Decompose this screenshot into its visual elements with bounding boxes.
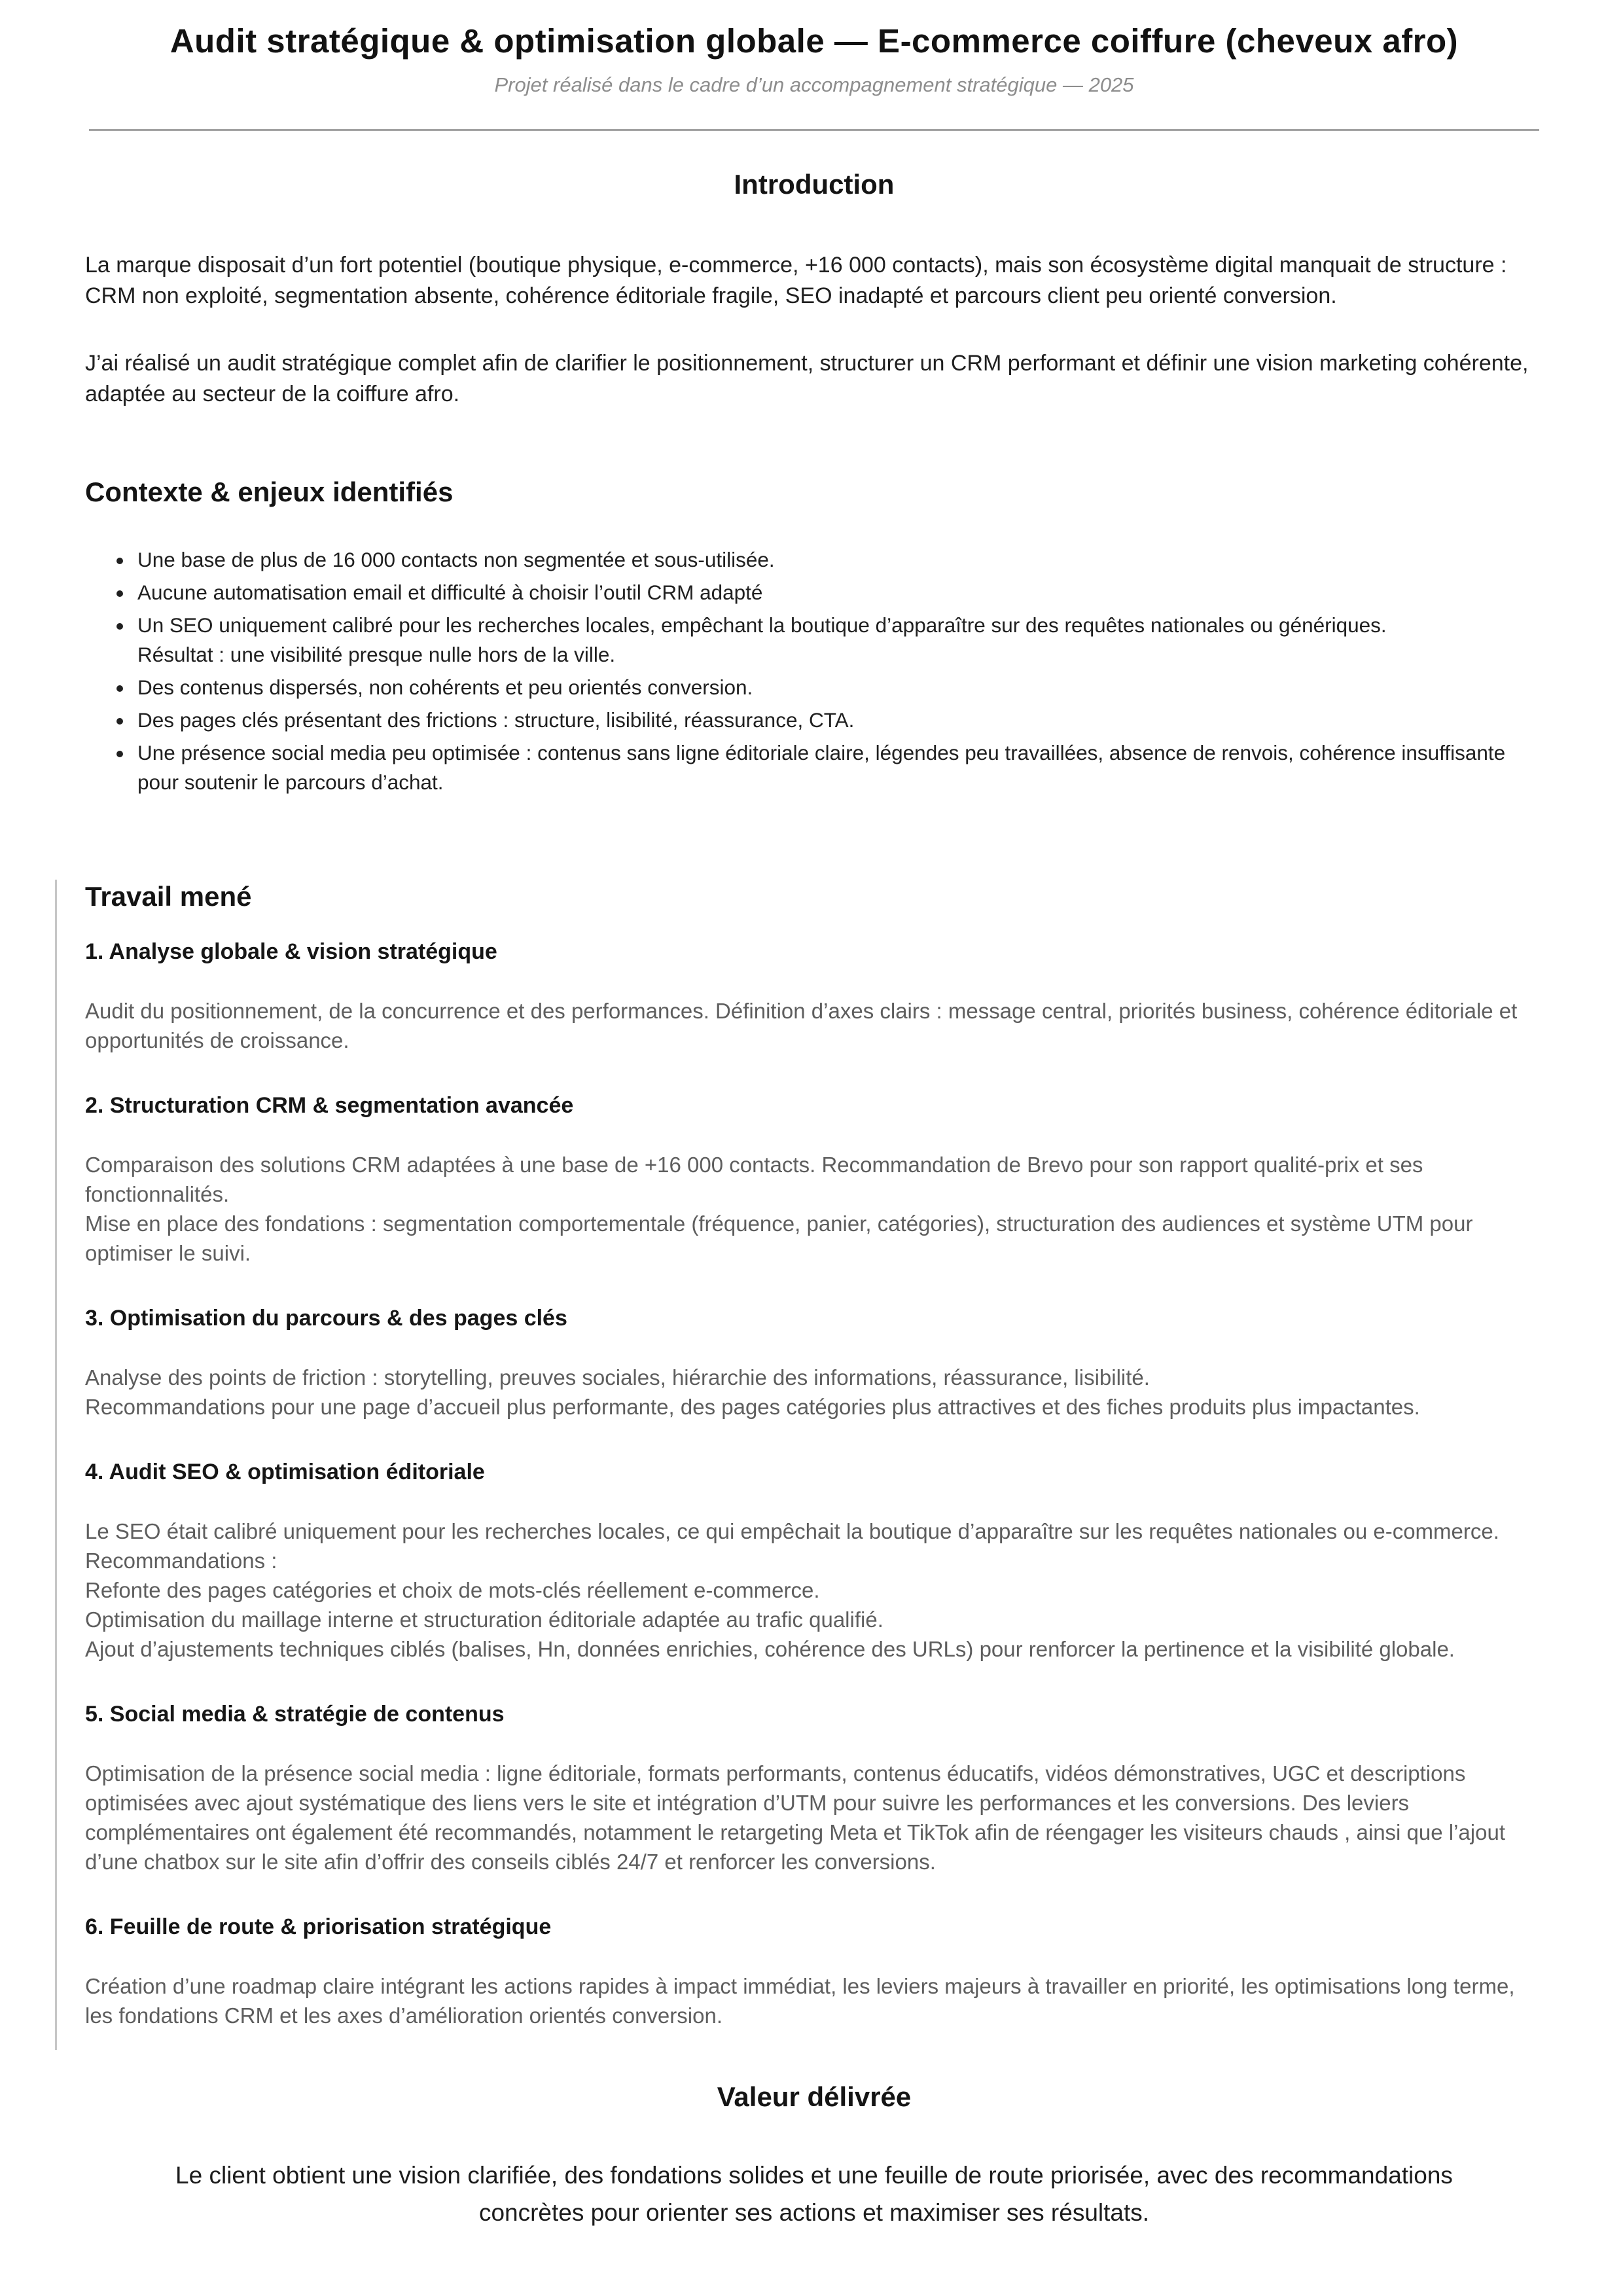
bullet-item-5	[134, 706, 1543, 735]
work-body-line: Audit du positionnement, de la concurrence et des performances. Définition d’axes clairs : message central, priorités business, cohérence éditoriale et opportunités de croissance.	[85, 999, 1518, 1053]
work-body-line: Le SEO était calibré uniquement pour les recherches locales, ce qui empêchait la boutique d’apparaître sur les requêtes nationales ou e-commerce.	[85, 1519, 1499, 1544]
context-bullet-list	[85, 545, 1543, 797]
work-body-line: Optimisation du maillage interne et structuration éditoriale adaptée au trafic qualifié.	[85, 1607, 883, 1632]
bullet-line: • Aucune automatisation email et difficulté à choisir l’outil CRM adapté	[137, 580, 763, 604]
bullet-item-4	[134, 673, 1543, 702]
bullet-item-1	[134, 545, 1543, 575]
work-item-body-6	[85, 1971, 1543, 2030]
work-item-title-3: 3. Optimisation du parcours & des pages clés	[85, 1306, 567, 1331]
work-item-body-3	[85, 1363, 1543, 1422]
bullet-item-3	[134, 611, 1543, 670]
work-item-6	[85, 1912, 1543, 2030]
work-item-3	[85, 1304, 1543, 1422]
work-item-title-4: 4. Audit SEO & optimisation éditoriale	[85, 1460, 485, 1485]
intro-paragraph-1: La marque disposait d’un fort potentiel (boutique physique, e-commerce, +16 000 contacts), mais son écosystème digital manquait de structure : CRM non exploité, segmentation absente, cohérence éditoriale fragile, SEO inadapté et parcours client peu orienté conversion.	[85, 253, 1507, 309]
work-item-4	[85, 1458, 1543, 1664]
work-item-title-5: 5. Social media & stratégie de contenus	[85, 1702, 505, 1727]
intro-paragraph-2: J’ai réalisé un audit stratégique complet afin de clarifier le positionnement, structurer un CRM performant et définir une vision marketing cohérente, adaptée au secteur de la coiffure afro.	[85, 351, 1529, 407]
section-heading-context: Contexte & enjeux identifiés	[85, 476, 454, 508]
work-item-title-2: 2. Structuration CRM & segmentation avancée	[85, 1093, 574, 1119]
value-paragraph: Le client obtient une vision clarifiée, des fondations solides et une feuille de route priorisée, avec des recommandations concrètes pour orienter ses actions et maximiser ses résultats.	[175, 2161, 1453, 2226]
introduction-section	[85, 168, 1543, 410]
work-body-line: Optimisation de la présence social media : ligne éditoriale, formats performants, contenus éducatifs, vidéos démonstratives, UGC et descriptions optimisées avec ajout systématique des liens vers le site et intégration d’UTM pour suivre les performances et les conversions. Des leviers complémentaires ont également été recommandés, notamment le retargeting Meta et TikTok afin de réengager les visiteurs chauds , ainsi que l’ajout d’une chatbox sur le site afin d’offrir des conseils ciblés 24/7 et renforcer les conversions.	[85, 1761, 1505, 1874]
work-body-line: Comparaison des solutions CRM adaptées à une base de +16 000 contacts. Recommandation de Brevo pour son rapport qualité-prix et ses fonctionnalités.	[85, 1153, 1423, 1207]
work-item-body-5	[85, 1759, 1543, 1876]
bullet-line: • Une présence social media peu optimisée : contenus sans ligne éditoriale claire, légendes peu travaillées, absence de renvois, cohérence insuffisante pour soutenir le parcours d’achat.	[137, 740, 1506, 794]
work-body-line: Mise en place des fondations : segmentation comportementale (fréquence, panier, catégories), structuration des audiences et système UTM pour optimiser le suivi.	[85, 1211, 1473, 1266]
header-divider	[89, 129, 1539, 131]
work-body-line: Ajout d’ajustements techniques ciblés (balises, Hn, données enrichies, cohérence des URLs) pour renforcer la pertinence et la visibilité globale.	[85, 1637, 1455, 1662]
bullet-line: • Des pages clés présentant des frictions : structure, lisibilité, réassurance, CTA.	[137, 708, 855, 732]
bullet-line: • Une base de plus de 16 000 contacts non segmentée et sous-utilisée.	[137, 547, 775, 571]
section-heading-introduction: Introduction	[734, 168, 895, 200]
work-item-1	[85, 937, 1543, 1055]
work-item-body-1	[85, 996, 1543, 1055]
section-heading-value: Valeur délivrée	[717, 2081, 912, 2113]
bullet-line: • Des contenus dispersés, non cohérents et peu orientés conversion.	[137, 675, 753, 699]
work-item-title-6: 6. Feuille de route & priorisation stratégique	[85, 1914, 552, 1940]
work-body-line: Recommandations :	[85, 1549, 277, 1573]
document-header	[85, 20, 1543, 99]
work-item-title-1: 1. Analyse globale & vision stratégique	[85, 939, 497, 965]
work-item-body-4	[85, 1516, 1543, 1664]
work-body-line: Recommandations pour une page d’accueil plus performante, des pages catégories plus attractives et des fiches produits plus impactantes.	[85, 1395, 1420, 1420]
bullet-item-6	[134, 738, 1543, 797]
work-item-5	[85, 1700, 1543, 1876]
context-section	[85, 475, 1543, 797]
page-title: Audit stratégique & optimisation globale — E-commerce coiffure (cheveux afro)	[169, 22, 1459, 60]
bullet-line: Résultat : une visibilité presque nulle hors de la ville.	[137, 642, 616, 666]
section-heading-work: Travail mené	[85, 880, 252, 912]
work-item-body-2	[85, 1150, 1543, 1268]
work-section	[55, 880, 1543, 2051]
work-body-line: Refonte des pages catégories et choix de mots-clés réellement e-commerce.	[85, 1578, 820, 1603]
work-body-line: Analyse des points de friction : storytelling, preuves sociales, hiérarchie des informations, réassurance, lisibilité.	[85, 1365, 1150, 1390]
bullet-item-2	[134, 578, 1543, 607]
work-body-line: Création d’une roadmap claire intégrant les actions rapides à impact immédiat, les leviers majeurs à travailler en priorité, les optimisations long terme, les fondations CRM et les axes d’amélioration orientés conversion.	[85, 1974, 1515, 2028]
bullet-line: • Un SEO uniquement calibré pour les recherches locales, empêchant la boutique d’apparaître sur des requêtes nationales ou génériques.	[137, 613, 1387, 637]
work-item-2	[85, 1091, 1543, 1268]
page-subtitle: Projet réalisé dans le cadre d’un accompagnement stratégique — 2025	[494, 73, 1134, 97]
value-section	[85, 2080, 1543, 2231]
